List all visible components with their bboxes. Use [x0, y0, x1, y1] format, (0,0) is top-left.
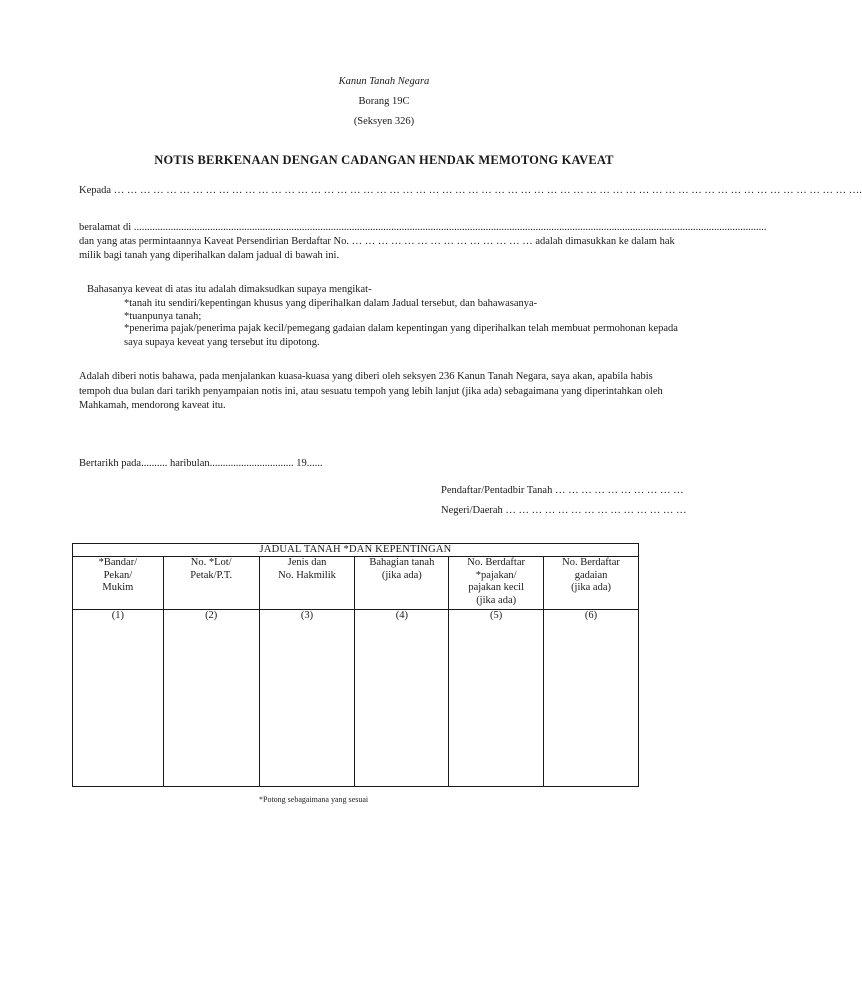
- notis-paragraph: Adalah diberi notis bahawa, pada menjalankan kuasa-kuasa yang diberi oleh seksyen 236 Kanun Tanah Negara, saya akan, apabila habis tempoh dua bulan dari tarikh penyampaian notis ini, atau sesuatu tempoh yang lebih lanjut (jika ada) sebagaimana yang diperintahkan oleh Mahkamah, mendorong kaveat itu.: [79, 371, 663, 411]
- kaveat-text: dan yang atas permintaannya Kaveat Persendirian Berdaftar No.: [79, 236, 349, 247]
- bahasanya-intro: Bahasanya keveat di atas itu adalah dimaksudkan supaya mengikat-: [87, 284, 372, 295]
- column-header: [259, 557, 355, 610]
- kaveat-text-end: adalah dimasukkan ke dalam hak: [535, 236, 675, 247]
- header-line: *Bandar/: [98, 557, 138, 568]
- column-number: (5): [449, 610, 544, 787]
- kepada-label: Kepada: [79, 185, 112, 196]
- haribulan-label: haribulan: [169, 458, 210, 469]
- header-line: Pekan/: [103, 569, 133, 581]
- column-number: (2): [163, 610, 259, 787]
- bahasanya-item-3: *penerima pajak/penerima pajak kecil/pemegang gadaian dalam kepentingan yang diperihalkan telah membuat permohonan kepada saya supaya keveat yang tersebut itu dipotong.: [124, 323, 678, 348]
- bahasanya-item-1: *tanah itu sendiri/kepentingan khusus yang diperihalkan dalam Jadual tersebut, dan bahawasanya-: [124, 298, 538, 309]
- column-header: [355, 557, 449, 610]
- header-line: Bahagian tanah: [369, 557, 435, 568]
- header-line: *pajakan/: [475, 569, 517, 581]
- section-number: (Seksyen 326): [353, 116, 415, 127]
- alamat-dots: .................................................................................................................................................................................................................................................: [133, 222, 767, 233]
- kaveat-dots: … … … … … … … … … … … … … …: [351, 236, 533, 247]
- column-header: [163, 557, 259, 610]
- hakmilik-line: milik bagi tanah yang diperihalkan dalam jadual di bawah ini.: [79, 250, 340, 261]
- form-number: Borang 19C: [358, 96, 410, 107]
- column-number: (6): [544, 610, 639, 787]
- bahasanya-item-2: *tuanpunya tanah;: [124, 311, 202, 322]
- negeri-label: Negeri/Daerah: [441, 505, 503, 516]
- header-line: (jika ada): [381, 569, 422, 581]
- pendaftar-dots: … … … … … … … … … …: [554, 485, 684, 496]
- header-line: Jenis dan: [287, 557, 327, 568]
- kepada-line: [79, 185, 862, 196]
- footnote: *Potong sebagaimana yang sesuai: [259, 795, 369, 804]
- header-line: No. Berdaftar: [562, 557, 620, 568]
- document-title: NOTIS BERKENAAN DENGAN CADANGAN HENDAK MEMOTONG KAVEAT: [154, 153, 614, 167]
- header-line: No. *Lot/: [190, 557, 232, 568]
- header-line: No. Berdaftar: [467, 557, 526, 568]
- column-number: (1): [73, 610, 164, 787]
- column-header: [73, 557, 164, 610]
- header-line: (jika ada): [476, 594, 517, 606]
- column-number: (3): [259, 610, 355, 787]
- negeri-line: [441, 505, 687, 516]
- jadual-body-row: [73, 610, 639, 787]
- pendaftar-line: [441, 485, 684, 496]
- header-line: No. Hakmilik: [278, 569, 336, 581]
- tarikh-dots-day: ..........: [141, 458, 168, 469]
- tarikh-line: [79, 458, 323, 469]
- header-line: Mukim: [102, 582, 134, 593]
- tarikh-dots-year: ......: [306, 458, 323, 469]
- act-name: Kanun Tanah Negara: [338, 76, 430, 87]
- column-number: (4): [355, 610, 449, 787]
- negeri-dots: … … … … … … … … … … … … … …: [505, 505, 687, 516]
- column-header: [544, 557, 639, 610]
- jadual-header-row: [73, 557, 639, 610]
- kaveat-line: [79, 236, 675, 247]
- jadual-table: [72, 543, 639, 787]
- header-line: Petak/P.T.: [190, 569, 233, 581]
- header-line: pajakan kecil: [468, 582, 524, 593]
- alamat-line: [79, 222, 767, 233]
- kepada-dots: … … … … … … … … … … … … … … … … … … … … … … … … … … … … … … … … … … … … … … … … … … … … … … … … … … … … … … … … ….: [113, 185, 862, 196]
- tarikh-dots-month: ................................: [209, 458, 294, 469]
- jadual-caption: JADUAL TANAH *DAN KEPENTINGAN: [73, 544, 639, 557]
- alamat-label: beralamat di: [79, 222, 132, 233]
- pendaftar-label: Pendaftar/Pentadbir Tanah: [441, 485, 553, 496]
- column-header: [449, 557, 544, 610]
- header-line: gadaian: [574, 569, 608, 581]
- tarikh-year: 19: [296, 458, 307, 469]
- header-line: (jika ada): [571, 582, 611, 593]
- tarikh-label: Bertarikh pada: [79, 458, 142, 469]
